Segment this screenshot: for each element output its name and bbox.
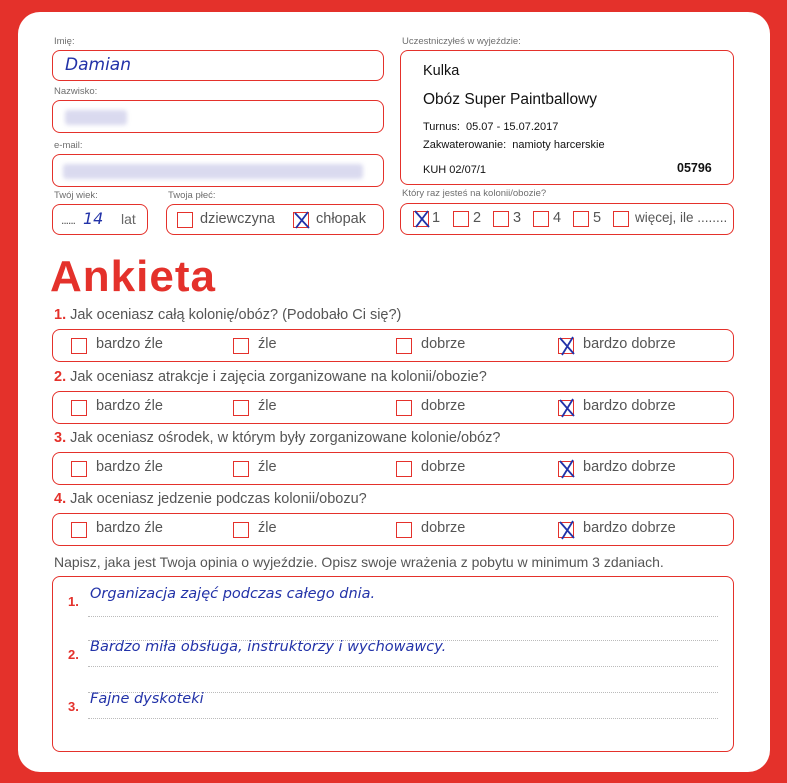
opinion-number: 1. xyxy=(68,594,79,609)
check-mark-icon xyxy=(293,210,311,230)
rating-option-label: bardzo źle xyxy=(96,520,163,536)
redacted-email xyxy=(63,164,363,179)
times-option-label: 4 xyxy=(553,210,562,226)
gender-option-label: dziewczyna xyxy=(200,211,275,227)
times-label: Który raz jesteś na kolonii/obozie? xyxy=(402,188,547,199)
rating-checkbox[interactable] xyxy=(558,522,574,538)
opinion-line xyxy=(88,666,718,667)
age-unit: lat xyxy=(121,211,136,227)
checkbox-times-5[interactable] xyxy=(573,211,589,227)
surname-field[interactable] xyxy=(52,100,384,133)
times-option-label: 1 xyxy=(432,210,441,226)
rating-checkbox[interactable] xyxy=(71,400,87,416)
rating-checkbox[interactable] xyxy=(233,338,249,354)
redacted-surname xyxy=(65,110,127,125)
name-field[interactable] xyxy=(52,50,384,81)
gender-option-label: chłopak xyxy=(316,211,366,227)
rating-checkbox[interactable] xyxy=(558,400,574,416)
trip-label: Uczestniczyłeś w wyjeździe: xyxy=(402,36,521,47)
age-value: 14 xyxy=(83,209,104,228)
rating-option-label: dobrze xyxy=(421,336,466,352)
age-label: Twój wiek: xyxy=(54,190,98,201)
accom-label: Zakwaterowanie: xyxy=(423,139,507,151)
question-text xyxy=(54,491,367,507)
opinion-box[interactable] xyxy=(52,576,734,752)
rating-checkbox[interactable] xyxy=(233,461,249,477)
rating-checkbox[interactable] xyxy=(396,338,412,354)
rating-checkbox[interactable] xyxy=(71,461,87,477)
survey-sheet xyxy=(18,12,770,772)
rating-option-label: bardzo dobrze xyxy=(583,520,676,536)
times-option-label: 3 xyxy=(513,210,522,226)
email-label: e-mail: xyxy=(54,140,83,151)
question-number: 3. xyxy=(54,430,67,446)
check-mark-icon xyxy=(413,209,431,229)
times-option-label: więcej, ile ........ xyxy=(635,210,728,225)
rating-row xyxy=(52,391,734,424)
rating-checkbox[interactable] xyxy=(233,522,249,538)
rating-row xyxy=(52,452,734,485)
age-dots: ...... xyxy=(61,213,76,227)
rating-option-label: bardzo źle xyxy=(96,336,163,352)
trip-turnus xyxy=(423,121,558,133)
rating-option-label: źle xyxy=(258,398,277,414)
opinion-prompt: Napisz, jaka jest Twoja opinia o wyjeździe. Opisz swoje wrażenia z pobytu w minimum 3 zdaniach. xyxy=(54,554,664,570)
question-label: Jak oceniasz jedzenie podczas kolonii/obozu? xyxy=(70,491,367,507)
trip-info-box xyxy=(400,50,734,185)
check-mark-icon xyxy=(558,398,576,418)
times-option-label: 5 xyxy=(593,210,602,226)
opinion-text: Organizacja zajęć podczas całego dnia. xyxy=(90,586,376,602)
rating-option-label: bardzo źle xyxy=(96,459,163,475)
checkbox-chlopak[interactable] xyxy=(293,212,309,228)
rating-row xyxy=(52,513,734,546)
rating-option-label: dobrze xyxy=(421,398,466,414)
opinion-line xyxy=(88,616,718,617)
rating-checkbox[interactable] xyxy=(558,461,574,477)
checkbox-dziewczyna[interactable] xyxy=(177,212,193,228)
opinion-text: Bardzo miła obsługa, instruktorzy i wychowawcy. xyxy=(90,639,447,655)
rating-checkbox[interactable] xyxy=(233,400,249,416)
rating-checkbox[interactable] xyxy=(396,400,412,416)
gender-label: Twoja płeć: xyxy=(168,190,216,201)
question-label: Jak oceniasz całą kolonię/obóz? (Podobało Ci się?) xyxy=(70,307,402,323)
question-number: 1. xyxy=(54,307,67,323)
trip-name: Kulka xyxy=(423,63,460,79)
email-field[interactable] xyxy=(52,154,384,187)
rating-checkbox[interactable] xyxy=(71,522,87,538)
times-field xyxy=(400,203,734,235)
trip-camp: Obóz Super Paintballowy xyxy=(423,91,598,108)
turnus-value: 05.07 - 15.07.2017 xyxy=(466,121,559,133)
rating-option-label: bardzo dobrze xyxy=(583,459,676,475)
question-text xyxy=(54,369,487,385)
checkbox-times-4[interactable] xyxy=(533,211,549,227)
turnus-label: Turnus: xyxy=(423,121,460,133)
accom-value: namioty harcerskie xyxy=(512,139,605,151)
rating-option-label: źle xyxy=(258,459,277,475)
trip-number: 05796 xyxy=(677,161,712,175)
trip-code: KUH 02/07/1 xyxy=(423,164,486,176)
opinion-text: Fajne dyskoteki xyxy=(90,691,204,707)
rating-option-label: źle xyxy=(258,520,277,536)
checkbox-times-2[interactable] xyxy=(453,211,469,227)
name-label: Imię: xyxy=(54,36,75,47)
rating-checkbox[interactable] xyxy=(558,338,574,354)
question-number: 2. xyxy=(54,369,67,385)
checkbox-times-1[interactable] xyxy=(413,211,429,227)
times-option-label: 2 xyxy=(473,210,482,226)
checkbox-times-more[interactable] xyxy=(613,211,629,227)
rating-option-label: dobrze xyxy=(421,520,466,536)
rating-option-label: dobrze xyxy=(421,459,466,475)
name-value: Damian xyxy=(65,55,131,75)
question-text xyxy=(54,430,500,446)
check-mark-icon xyxy=(558,336,576,356)
surname-label: Nazwisko: xyxy=(54,86,98,97)
check-mark-icon xyxy=(558,520,576,540)
age-field[interactable] xyxy=(52,204,148,235)
question-text xyxy=(54,307,401,323)
question-label: Jak oceniasz ośrodek, w którym były zorganizowane kolonie/obóz? xyxy=(70,430,501,446)
rating-checkbox[interactable] xyxy=(71,338,87,354)
rating-option-label: bardzo źle xyxy=(96,398,163,414)
rating-checkbox[interactable] xyxy=(396,461,412,477)
rating-checkbox[interactable] xyxy=(396,522,412,538)
checkbox-times-3[interactable] xyxy=(493,211,509,227)
rating-option-label: bardzo dobrze xyxy=(583,336,676,352)
gender-field xyxy=(166,204,384,235)
page-title: Ankieta xyxy=(50,252,216,301)
trip-accom xyxy=(423,139,605,151)
question-number: 4. xyxy=(54,491,67,507)
rating-row xyxy=(52,329,734,362)
opinion-number: 3. xyxy=(68,699,79,714)
rating-option-label: bardzo dobrze xyxy=(583,398,676,414)
rating-option-label: źle xyxy=(258,336,277,352)
check-mark-icon xyxy=(558,459,576,479)
opinion-number: 2. xyxy=(68,647,79,662)
opinion-line xyxy=(88,718,718,719)
question-label: Jak oceniasz atrakcje i zajęcia zorganizowane na kolonii/obozie? xyxy=(70,369,487,385)
